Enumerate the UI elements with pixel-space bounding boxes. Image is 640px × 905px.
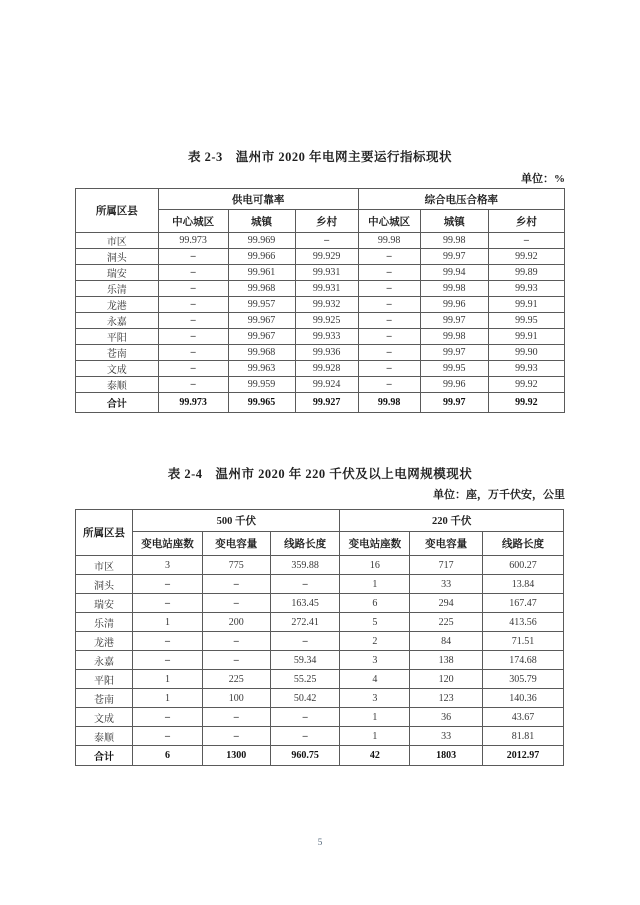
cell-value: 225: [202, 670, 270, 689]
cell-value: –: [158, 313, 228, 329]
cell-value: 1300: [202, 746, 270, 766]
cell-value: –: [133, 594, 203, 613]
cell-value: 138: [410, 651, 483, 670]
row-label: 瑞安: [76, 265, 159, 281]
column-header: 乡村: [295, 210, 358, 233]
cell-value: 717: [410, 556, 483, 575]
cell-value: 99.95: [488, 313, 564, 329]
cell-value: 81.81: [482, 727, 563, 746]
row-label: 合计: [76, 746, 133, 766]
row-label: 乐清: [76, 281, 159, 297]
cell-value: 99.968: [228, 345, 295, 361]
cell-value: 99.98: [420, 329, 488, 345]
cell-value: 99.96: [420, 297, 488, 313]
row-label: 龙港: [76, 297, 159, 313]
cell-value: 6: [133, 746, 203, 766]
cell-value: 99.931: [295, 281, 358, 297]
column-header: 变电站座数: [133, 532, 203, 556]
row-label: 平阳: [76, 329, 159, 345]
cell-value: 4: [340, 670, 410, 689]
table-2-3-unit: 单位：%: [521, 173, 565, 185]
cell-value: 1: [133, 670, 203, 689]
table-row: [76, 556, 564, 575]
cell-value: 3: [340, 651, 410, 670]
table-2-4-title: 表 2-4 温州市 2020 年 220 千伏及以上电网规模现状: [167, 467, 473, 481]
cell-value: –: [133, 727, 203, 746]
table-total-row: [76, 393, 565, 413]
cell-value: 99.931: [295, 265, 358, 281]
cell-value: 413.56: [482, 613, 563, 632]
cell-value: 775: [202, 556, 270, 575]
cell-value: 99.925: [295, 313, 358, 329]
row-label: 苍南: [76, 689, 133, 708]
cell-value: –: [133, 651, 203, 670]
table-2-4: [75, 509, 564, 766]
cell-value: 140.36: [482, 689, 563, 708]
cell-value: –: [158, 377, 228, 393]
corner-header: 所属区县: [76, 189, 159, 233]
cell-value: 1: [340, 575, 410, 594]
cell-value: –: [158, 361, 228, 377]
cell-value: 99.98: [420, 281, 488, 297]
column-header: 城镇: [420, 210, 488, 233]
table-row: [76, 708, 564, 727]
cell-value: 99.965: [228, 393, 295, 413]
cell-value: 84: [410, 632, 483, 651]
cell-value: 120: [410, 670, 483, 689]
cell-value: 99.97: [420, 393, 488, 413]
cell-value: 99.93: [488, 281, 564, 297]
table-row: [76, 613, 564, 632]
cell-value: –: [202, 632, 270, 651]
table-row: [76, 329, 565, 345]
cell-value: 1: [340, 727, 410, 746]
table-total-row: [76, 746, 564, 766]
column-header: 变电容量: [202, 532, 270, 556]
cell-value: 960.75: [270, 746, 340, 766]
cell-value: 99.961: [228, 265, 295, 281]
cell-value: 59.34: [270, 651, 340, 670]
cell-value: –: [358, 313, 420, 329]
row-label: 乐清: [76, 613, 133, 632]
cell-value: 167.47: [482, 594, 563, 613]
cell-value: 99.963: [228, 361, 295, 377]
cell-value: 225: [410, 613, 483, 632]
cell-value: 33: [410, 727, 483, 746]
table-row: [76, 651, 564, 670]
cell-value: 99.91: [488, 297, 564, 313]
cell-value: 2012.97: [482, 746, 563, 766]
cell-value: –: [358, 281, 420, 297]
cell-value: 99.97: [420, 249, 488, 265]
cell-value: 99.967: [228, 329, 295, 345]
cell-value: 2: [340, 632, 410, 651]
table-row: [76, 361, 565, 377]
row-label: 洞头: [76, 575, 133, 594]
cell-value: 99.95: [420, 361, 488, 377]
table-row: [76, 594, 564, 613]
cell-value: 99.973: [158, 233, 228, 249]
table-row: [76, 297, 565, 313]
column-header: 中心城区: [158, 210, 228, 233]
cell-value: –: [358, 377, 420, 393]
table-row: [76, 632, 564, 651]
cell-value: 6: [340, 594, 410, 613]
column-header: 变电容量: [410, 532, 483, 556]
table-row: [76, 265, 565, 281]
row-label: 泰顺: [76, 727, 133, 746]
row-label: 龙港: [76, 632, 133, 651]
cell-value: –: [133, 708, 203, 727]
row-label: 文成: [76, 361, 159, 377]
group-header-500kv: 500 千伏: [133, 510, 340, 532]
table-row: [76, 233, 565, 249]
cell-value: 16: [340, 556, 410, 575]
row-label: 合计: [76, 393, 159, 413]
cell-value: –: [133, 575, 203, 594]
cell-value: 99.967: [228, 313, 295, 329]
cell-value: –: [270, 632, 340, 651]
cell-value: 174.68: [482, 651, 563, 670]
cell-value: 13.84: [482, 575, 563, 594]
cell-value: 99.968: [228, 281, 295, 297]
table-2-4-unit: 单位：座，万千伏安，公里: [433, 489, 565, 501]
row-label: 永嘉: [76, 651, 133, 670]
cell-value: –: [358, 361, 420, 377]
corner-header: 所属区县: [76, 510, 133, 556]
cell-value: 33: [410, 575, 483, 594]
cell-value: 99.98: [358, 233, 420, 249]
cell-value: –: [158, 297, 228, 313]
table-row: [76, 575, 564, 594]
cell-value: 99.97: [420, 313, 488, 329]
cell-value: 99.98: [358, 393, 420, 413]
cell-value: 123: [410, 689, 483, 708]
column-header: 城镇: [228, 210, 295, 233]
cell-value: –: [158, 281, 228, 297]
cell-value: –: [158, 329, 228, 345]
cell-value: –: [202, 708, 270, 727]
cell-value: –: [358, 249, 420, 265]
cell-value: –: [202, 651, 270, 670]
column-header: 变电站座数: [340, 532, 410, 556]
cell-value: –: [158, 345, 228, 361]
cell-value: 99.957: [228, 297, 295, 313]
cell-value: 99.966: [228, 249, 295, 265]
cell-value: 600.27: [482, 556, 563, 575]
group-header-220kv: 220 千伏: [340, 510, 564, 532]
cell-value: 1: [133, 613, 203, 632]
cell-value: 200: [202, 613, 270, 632]
cell-value: 55.25: [270, 670, 340, 689]
cell-value: 99.936: [295, 345, 358, 361]
cell-value: 100: [202, 689, 270, 708]
cell-value: 99.928: [295, 361, 358, 377]
table-2-3: [75, 188, 565, 413]
cell-value: 99.959: [228, 377, 295, 393]
table-row: [76, 377, 565, 393]
cell-value: 99.927: [295, 393, 358, 413]
row-label: 永嘉: [76, 313, 159, 329]
row-label: 瑞安: [76, 594, 133, 613]
column-header: 乡村: [488, 210, 564, 233]
cell-value: –: [358, 297, 420, 313]
cell-value: 163.45: [270, 594, 340, 613]
cell-value: 99.92: [488, 249, 564, 265]
cell-value: 1: [340, 708, 410, 727]
cell-value: –: [202, 575, 270, 594]
cell-value: 99.94: [420, 265, 488, 281]
cell-value: 359.88: [270, 556, 340, 575]
cell-value: 3: [133, 556, 203, 575]
cell-value: 1: [133, 689, 203, 708]
cell-value: 99.92: [488, 393, 564, 413]
cell-value: –: [270, 708, 340, 727]
cell-value: 99.933: [295, 329, 358, 345]
cell-value: –: [158, 249, 228, 265]
cell-value: 99.92: [488, 377, 564, 393]
cell-value: 99.96: [420, 377, 488, 393]
cell-value: 99.97: [420, 345, 488, 361]
table-row: [76, 313, 565, 329]
cell-value: 99.98: [420, 233, 488, 249]
table-row: [76, 249, 565, 265]
group-header-voltage: 综合电压合格率: [358, 189, 564, 210]
cell-value: –: [295, 233, 358, 249]
cell-value: 305.79: [482, 670, 563, 689]
cell-value: 294: [410, 594, 483, 613]
cell-value: –: [202, 727, 270, 746]
cell-value: 99.924: [295, 377, 358, 393]
row-label: 洞头: [76, 249, 159, 265]
column-header: 中心城区: [358, 210, 420, 233]
cell-value: –: [158, 265, 228, 281]
row-label: 苍南: [76, 345, 159, 361]
row-label: 泰顺: [76, 377, 159, 393]
row-label: 文成: [76, 708, 133, 727]
cell-value: –: [270, 575, 340, 594]
cell-value: –: [358, 329, 420, 345]
column-header: 线路长度: [270, 532, 340, 556]
cell-value: 36: [410, 708, 483, 727]
group-header-reliability: 供电可靠率: [158, 189, 358, 210]
cell-value: –: [358, 345, 420, 361]
cell-value: 99.929: [295, 249, 358, 265]
cell-value: 42: [340, 746, 410, 766]
table-2-3-title: 表 2-3 温州市 2020 年电网主要运行指标现状: [187, 150, 453, 164]
cell-value: 71.51: [482, 632, 563, 651]
cell-value: –: [133, 632, 203, 651]
cell-value: 50.42: [270, 689, 340, 708]
cell-value: 99.89: [488, 265, 564, 281]
cell-value: 43.67: [482, 708, 563, 727]
cell-value: 1803: [410, 746, 483, 766]
row-label: 平阳: [76, 670, 133, 689]
table-row: [76, 689, 564, 708]
cell-value: –: [202, 594, 270, 613]
cell-value: –: [488, 233, 564, 249]
cell-value: 3: [340, 689, 410, 708]
table-row: [76, 727, 564, 746]
cell-value: –: [358, 265, 420, 281]
cell-value: 99.969: [228, 233, 295, 249]
row-label: 市区: [76, 233, 159, 249]
cell-value: 99.973: [158, 393, 228, 413]
table-row: [76, 345, 565, 361]
cell-value: –: [270, 727, 340, 746]
cell-value: 272.41: [270, 613, 340, 632]
page-number: 5: [317, 838, 323, 848]
table-row: [76, 281, 565, 297]
row-label: 市区: [76, 556, 133, 575]
cell-value: 99.93: [488, 361, 564, 377]
cell-value: 99.91: [488, 329, 564, 345]
cell-value: 99.932: [295, 297, 358, 313]
cell-value: 5: [340, 613, 410, 632]
cell-value: 99.90: [488, 345, 564, 361]
column-header: 线路长度: [482, 532, 563, 556]
table-row: [76, 670, 564, 689]
